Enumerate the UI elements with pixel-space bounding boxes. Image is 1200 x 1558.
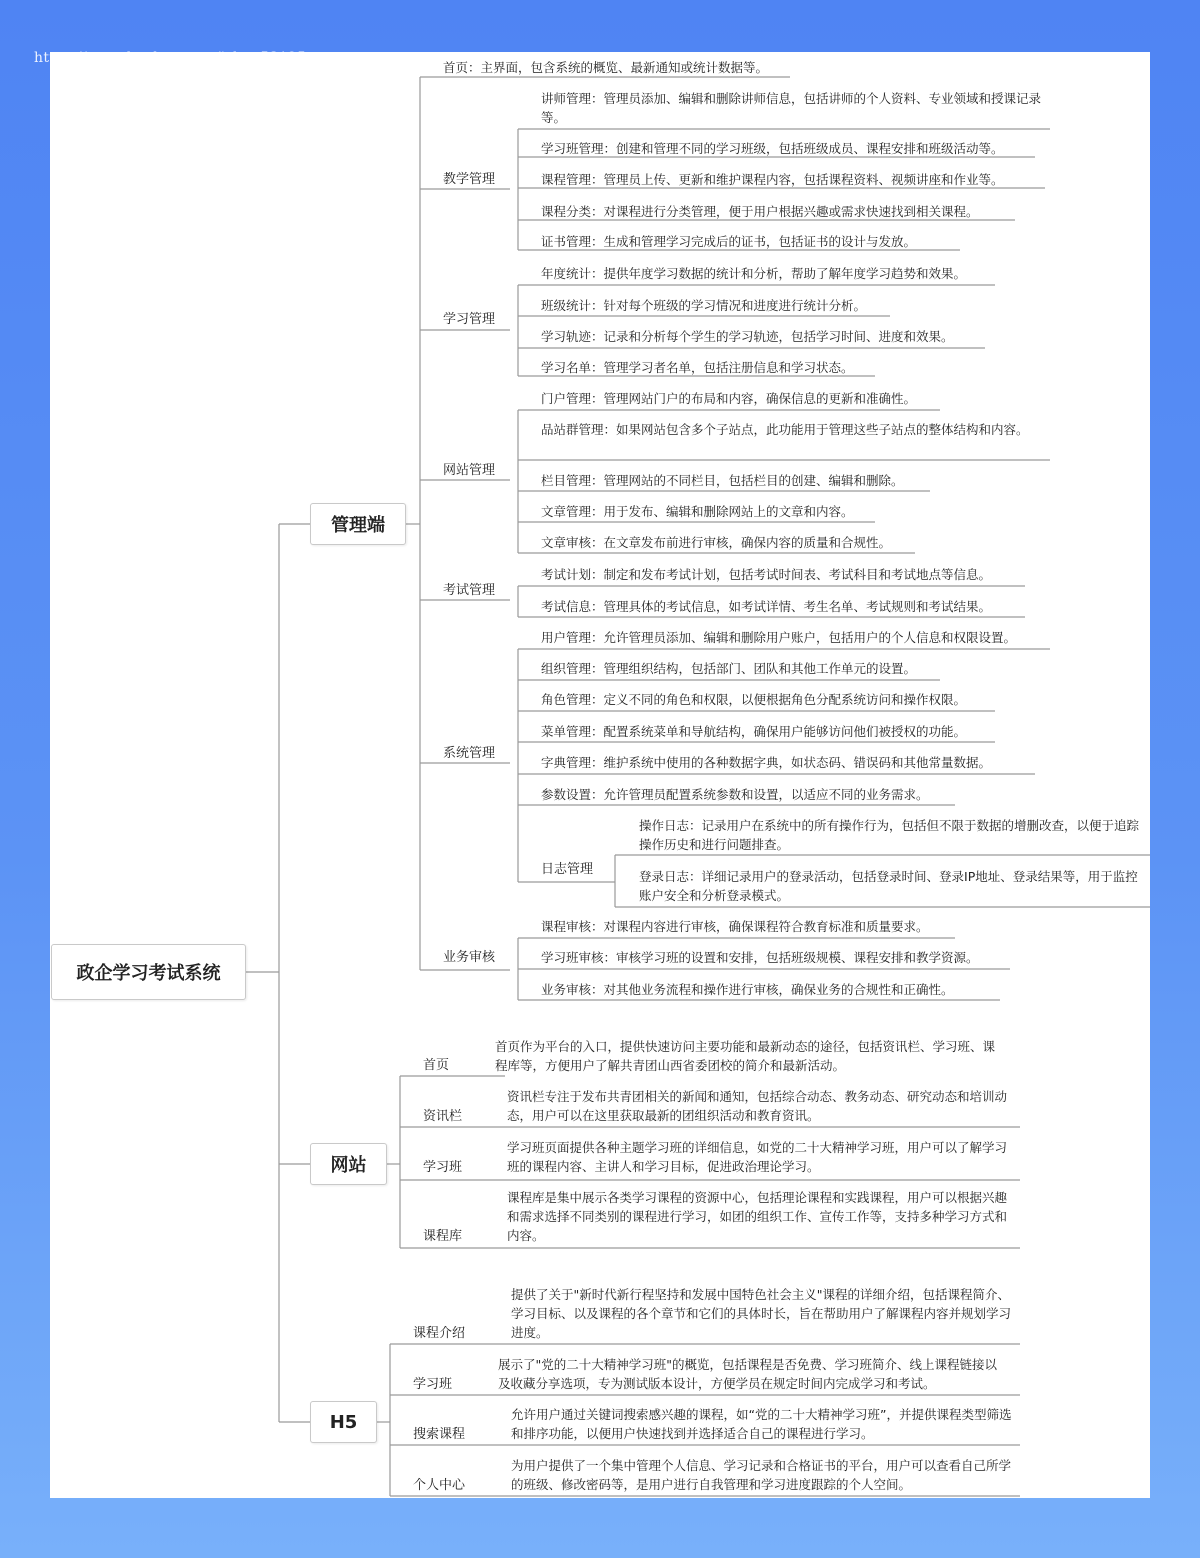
website-item[interactable]: 文章管理：用于发布、编辑和删除网站上的文章和内容。 <box>541 504 854 519</box>
exam-item[interactable]: 考试计划：制定和发布考试计划，包括考试时间表、考试科目和考试地点等信息。 <box>541 567 992 582</box>
website-item[interactable]: 品站群管理：如果网站包含多个子站点，此功能用于管理这些子站点的整体结构和内容。 <box>541 422 1029 437</box>
learning-item[interactable]: 年度统计：提供年度学习数据的统计和分析，帮助了解年度学习趋势和效果。 <box>541 266 967 281</box>
exam-item[interactable]: 考试信息：管理具体的考试信息，如考试详情、考生名单、考试规则和考试结果。 <box>541 599 992 614</box>
system-item[interactable]: 参数设置：允许管理员配置系统参数和设置，以适应不同的业务需求。 <box>541 787 929 802</box>
h5-node-label[interactable]: 课程介绍 <box>413 1326 466 1341</box>
site-node-desc: 学习班页面提供各种主题学习班的详细信息，如党的二十大精神学习班，用户可以了解学习班的课程内容、主讲人和学习目标，促进政治理论学习。 <box>507 1140 1008 1174</box>
h5-node-label[interactable]: 搜索课程 <box>413 1427 466 1442</box>
learning-item[interactable]: 学习名单：管理学习者名单，包括注册信息和学习状态。 <box>541 360 854 375</box>
h5-node-label[interactable]: 个人中心 <box>413 1478 466 1493</box>
site-node-label[interactable]: 学习班 <box>423 1160 463 1175</box>
site-node-label[interactable]: 首页 <box>423 1058 450 1073</box>
site-node-desc: 资讯栏专注于发布共青团相关的新闻和通知，包括综合动态、教务动态、研究动态和培训动态，用户可以在这里获取最新的团组织活动和教育资讯。 <box>507 1089 1008 1123</box>
website-section-node[interactable]: 网站 <box>310 1143 387 1185</box>
exam-mgmt-node[interactable]: 考试管理 <box>443 583 496 598</box>
system-mgmt-node[interactable]: 系统管理 <box>443 746 496 761</box>
admin-home-node[interactable]: 首页：主界面，包含系统的概览、最新通知或统计数据等。 <box>443 60 769 75</box>
teaching-item[interactable]: 讲师管理：管理员添加、编辑和删除讲师信息，包括讲师的个人资料、专业领域和授课记录等。 <box>541 91 1042 125</box>
site-node-label[interactable]: 资讯栏 <box>423 1109 463 1124</box>
h5-node-desc: 允许用户通过关键词搜索感兴趣的课程，如“党的二十大精神学习班”，并提供课程类型筛选和排序功能，以便用户快速找到并选择适合自己的课程进行学习。 <box>511 1407 1012 1441</box>
system-item[interactable]: 用户管理：允许管理员添加、编辑和删除用户账户，包括用户的个人信息和权限设置。 <box>541 630 1017 645</box>
teaching-item[interactable]: 课程分类：对课程进行分类管理，便于用户根据兴趣或需求快速找到相关课程。 <box>541 204 979 219</box>
log-mgmt-node[interactable]: 日志管理 <box>541 862 594 877</box>
h5-node-desc: 为用户提供了一个集中管理个人信息、学习记录和合格证书的平台，用户可以查看自己所学的班级、修改密码等，是用户进行自我管理和学习进度跟踪的个人空间。 <box>511 1458 1012 1492</box>
system-item[interactable]: 字典管理：维护系统中使用的各种数据字典，如状态码、错误码和其他常量数据。 <box>541 755 992 770</box>
website-item[interactable]: 门户管理：管理网站门户的布局和内容，确保信息的更新和准确性。 <box>541 391 917 406</box>
h5-node-label[interactable]: 学习班 <box>413 1377 453 1392</box>
site-node-label[interactable]: 课程库 <box>423 1229 463 1244</box>
learning-item[interactable]: 班级统计：针对每个班级的学习情况和进度进行统计分析。 <box>541 298 867 313</box>
teaching-mgmt-node[interactable]: 教学管理 <box>443 172 496 187</box>
audit-item[interactable]: 业务审核：对其他业务流程和操作进行审核，确保业务的合规性和正确性。 <box>541 982 954 997</box>
audit-item[interactable]: 课程审核：对课程内容进行审核，确保课程符合教育标准和质量要求。 <box>541 919 929 934</box>
h5-section-node[interactable]: H5 <box>310 1401 377 1443</box>
teaching-item[interactable]: 学习班管理：创建和管理不同的学习班级，包括班级成员、课程安排和班级活动等。 <box>541 141 1004 156</box>
teaching-item[interactable]: 证书管理：生成和管理学习完成后的证书，包括证书的设计与发放。 <box>541 234 917 249</box>
system-item[interactable]: 菜单管理：配置系统菜单和导航结构，确保用户能够访问他们被授权的功能。 <box>541 724 967 739</box>
learning-mgmt-node[interactable]: 学习管理 <box>443 312 496 327</box>
learning-item[interactable]: 学习轨迹：记录和分析每个学生的学习轨迹，包括学习时间、进度和效果。 <box>541 329 954 344</box>
website-mgmt-node[interactable]: 网站管理 <box>443 463 496 478</box>
system-item[interactable]: 组织管理：管理组织结构，包括部门、团队和其他工作单元的设置。 <box>541 661 917 676</box>
admin-section-node[interactable]: 管理端 <box>310 503 406 545</box>
audit-item[interactable]: 学习班审核：审核学习班的设置和安排，包括班级规模、课程安排和教学资源。 <box>541 950 979 965</box>
site-node-desc: 课程库是集中展示各类学习课程的资源中心，包括理论课程和实践课程，用户可以根据兴趣和需求选择不同类别的课程进行学习，如团的组织工作、宣传工作等，支持多种学习方式和内容。 <box>507 1190 1008 1243</box>
website-item[interactable]: 文章审核：在文章发布前进行审核，确保内容的质量和合规性。 <box>541 535 892 550</box>
teaching-item[interactable]: 课程管理：管理员上传、更新和维护课程内容，包括课程资料、视频讲座和作业等。 <box>541 172 1004 187</box>
website-item[interactable]: 栏目管理：管理网站的不同栏目，包括栏目的创建、编辑和删除。 <box>541 473 904 488</box>
audit-node[interactable]: 业务审核 <box>443 950 496 965</box>
site-node-desc: 首页作为平台的入口，提供快速访问主要功能和最新动态的途径，包括资讯栏、学习班、课程库等，方便用户了解共青团山西省委团校的简介和最新活动。 <box>495 1039 996 1073</box>
h5-node-desc: 提供了关于"新时代新行程坚持和发展中国特色社会主义"课程的详细介绍，包括课程简介、学习目标、以及课程的各个章节和它们的具体时长，旨在帮助用户了解课程内容并规划学习进度。 <box>511 1287 1012 1340</box>
log-item[interactable]: 登录日志：详细记录用户的登录活动，包括登录时间、登录IP地址、登录结果等，用于监控账户安全和分析登录模式。 <box>639 869 1138 903</box>
h5-node-desc: 展示了"党的二十大精神学习班"的概览，包括课程是否免费、学习班简介、线上课程链接以及收藏分享选项，专为测试版本设计，方便学员在规定时间内完成学习和考试。 <box>498 1357 998 1391</box>
watermark-url: https://www.huzhan.com/ishop53125 <box>34 50 307 66</box>
root-node[interactable]: 政企学习考试系统 <box>51 944 246 1000</box>
system-item[interactable]: 角色管理：定义不同的角色和权限，以便根据角色分配系统访问和操作权限。 <box>541 692 967 707</box>
log-item[interactable]: 操作日志：记录用户在系统中的所有操作行为，包括但不限于数据的增删改查，以便于追踪操作历史和进行问题排查。 <box>639 818 1140 852</box>
mindmap-canvas <box>50 52 1150 1498</box>
